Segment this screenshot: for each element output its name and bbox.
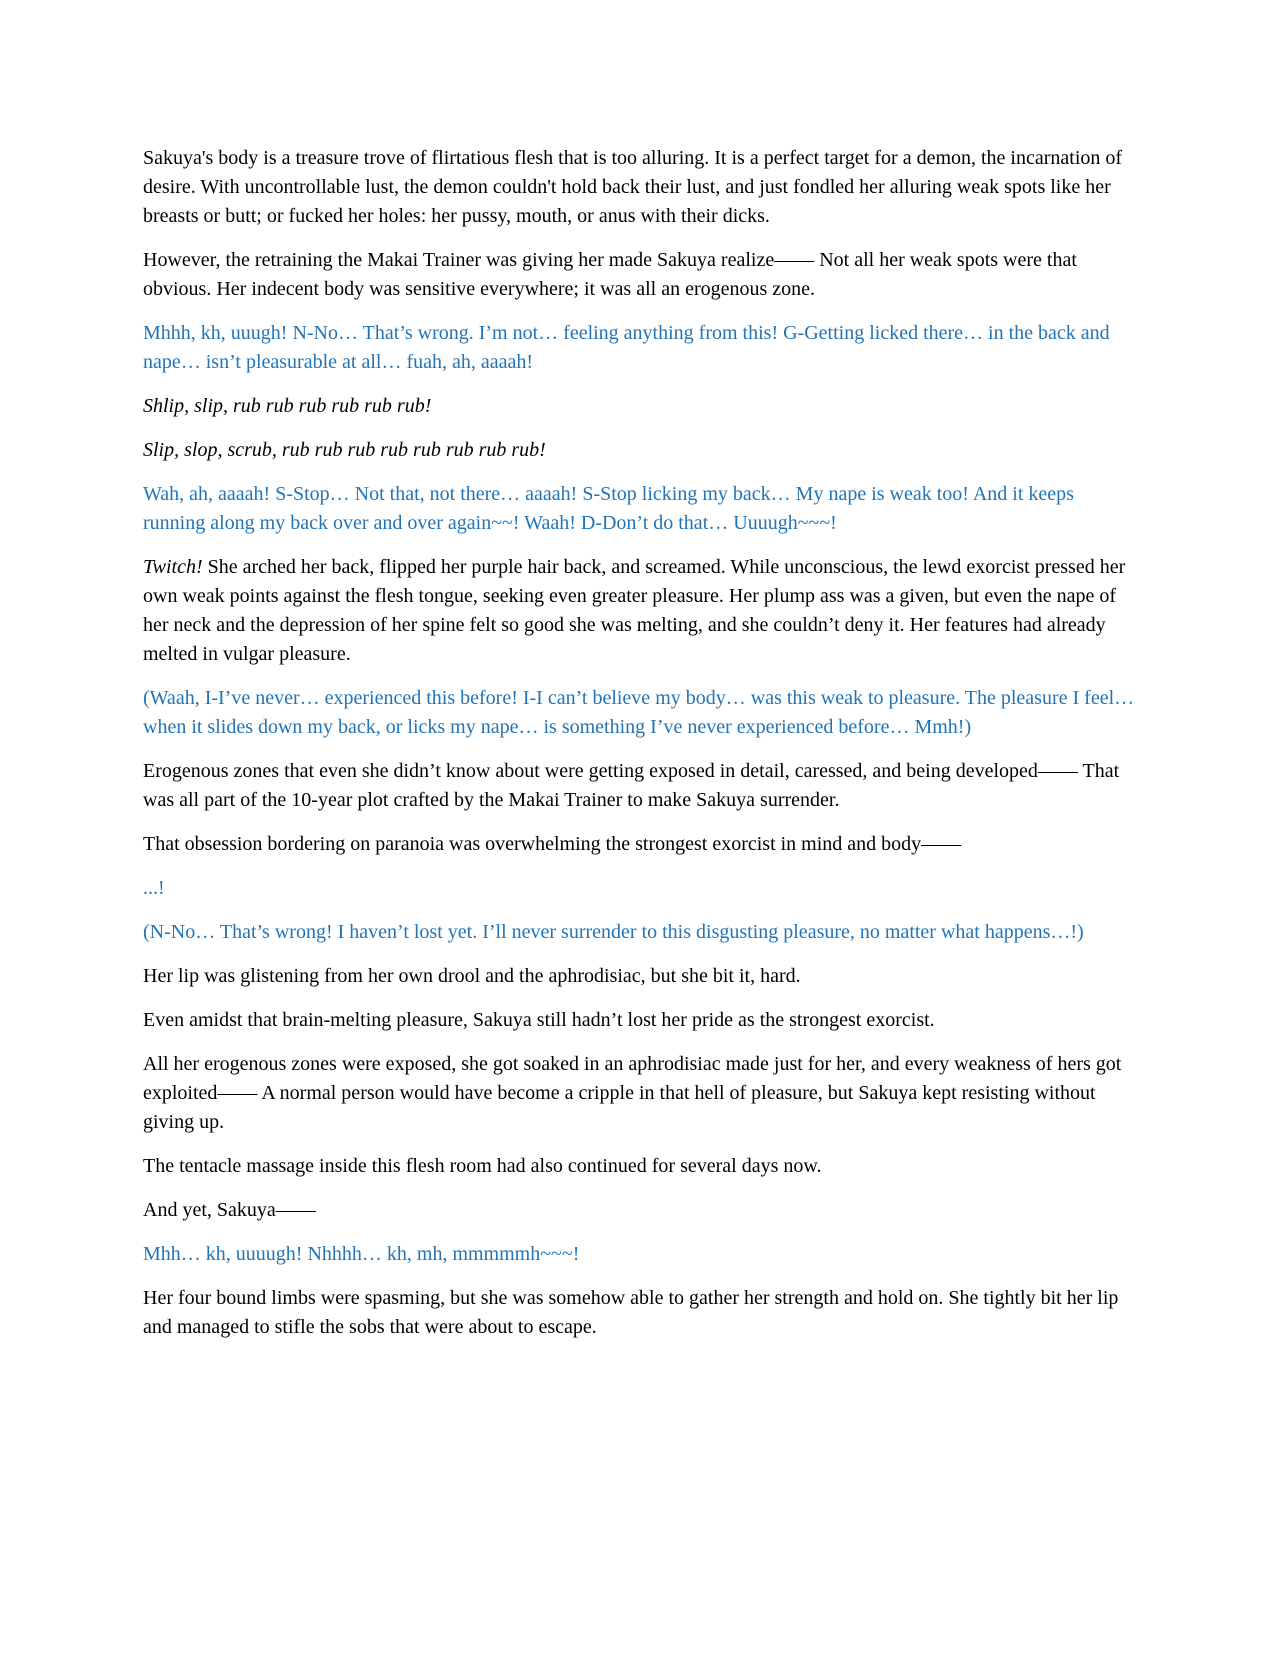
italic-text-run: Shlip, slip, rub rub rub rub rub rub! bbox=[143, 395, 432, 417]
text-run: Even amidst that brain-melting pleasure, Sakuya still hadn’t lost her pride as the strongest exorcist. bbox=[143, 1009, 935, 1031]
italic-text-run: Slip, slop, scrub, rub rub rub rub rub rub rub rub! bbox=[143, 439, 546, 461]
text-run: All her erogenous zones were exposed, she got soaked in an aphrodisiac made just for her, and every weakness of hers got exploited—— A normal person would have become a cripple in that hell of pleasure, but Sakuya kept resisting without giving up. bbox=[143, 1053, 1122, 1133]
text-run: Erogenous zones that even she didn’t know about were getting exposed in detail, caressed, and being developed—— That was all part of the 10-year plot crafted by the Makai Trainer to make Sakuya surrender. bbox=[143, 760, 1120, 811]
text-run: Mhh… kh, uuuugh! Nhhhh… kh, mh, mmmmmh~~~! bbox=[143, 1243, 580, 1265]
paragraph-15-narration bbox=[143, 1050, 1139, 1137]
text-run: Wah, ah, aaaah! S-Stop… Not that, not there… aaaah! S-Stop licking my back… My nape is weak too! And it keeps running along my back over and over again~~! Waah! D-Don’t do that… Uuuugh~~~! bbox=[143, 483, 1074, 534]
paragraph-9-narration bbox=[143, 757, 1139, 815]
paragraph-16-narration bbox=[143, 1152, 1139, 1181]
text-run: Mhhh, kh, uuugh! N-No… That’s wrong. I’m not… feeling anything from this! G-Getting licked there… in the back and nape… isn’t pleasurable at all… fuah, ah, aaaah! bbox=[143, 322, 1110, 373]
text-run: And yet, Sakuya—— bbox=[143, 1199, 316, 1221]
paragraph-1-narration bbox=[143, 144, 1139, 231]
paragraph-18-dialogue bbox=[143, 1240, 1139, 1269]
text-run: (Waah, I-I’ve never… experienced this before! I-I can’t believe my body… was this weak to pleasure. The pleasure I feel… when it slides down my back, or licks my nape… is something I’ve never experienced before… Mmh!) bbox=[143, 687, 1135, 738]
paragraph-12-dialogue bbox=[143, 918, 1139, 947]
document-body bbox=[143, 144, 1139, 1357]
paragraph-2-narration bbox=[143, 246, 1139, 304]
paragraph-17-narration bbox=[143, 1196, 1139, 1225]
text-run: Her lip was glistening from her own drool and the aphrodisiac, but she bit it, hard. bbox=[143, 965, 801, 987]
text-run: The tentacle massage inside this flesh room had also continued for several days now. bbox=[143, 1155, 822, 1177]
text-run: However, the retraining the Makai Trainer was giving her made Sakuya realize—— Not all her weak spots were that obvious. Her indecent body was sensitive everywhere; it was all an erogenous zone. bbox=[143, 249, 1077, 300]
text-run: That obsession bordering on paranoia was overwhelming the strongest exorcist in mind and body—— bbox=[143, 833, 962, 855]
paragraph-19-narration bbox=[143, 1284, 1139, 1342]
paragraph-7-narration bbox=[143, 553, 1139, 669]
paragraph-6-dialogue bbox=[143, 480, 1139, 538]
paragraph-13-narration bbox=[143, 962, 1139, 991]
paragraph-10-narration bbox=[143, 830, 1139, 859]
text-run: Her four bound limbs were spasming, but she was somehow able to gather her strength and hold on. She tightly bit her lip and managed to stifle the sobs that were about to escape. bbox=[143, 1287, 1119, 1338]
text-run: (N-No… That’s wrong! I haven’t lost yet. I’ll never surrender to this disgusting pleasure, no matter what happens…!) bbox=[143, 921, 1084, 943]
italic-text-run: Twitch! bbox=[143, 556, 203, 578]
paragraph-4-sfx bbox=[143, 392, 1139, 421]
paragraph-3-dialogue bbox=[143, 319, 1139, 377]
text-run: She arched her back, flipped her purple hair back, and screamed. While unconscious, the lewd exorcist pressed her own weak points against the flesh tongue, seeking even greater pleasure. Her plump ass was a given, but even the nape of her neck and the depression of her spine felt so good she was melting, and she couldn’t deny it. Her features had already melted in vulgar pleasure. bbox=[143, 556, 1126, 665]
text-run: Sakuya's body is a treasure trove of flirtatious flesh that is too alluring. It is a perfect target for a demon, the incarnation of desire. With uncontrollable lust, the demon couldn't hold back their lust, and just fondled her alluring weak spots like her breasts or butt; or fucked her holes: her pussy, mouth, or anus with their dicks. bbox=[143, 147, 1123, 227]
paragraph-8-dialogue bbox=[143, 684, 1139, 742]
paragraph-5-sfx bbox=[143, 436, 1139, 465]
text-run: ...! bbox=[143, 877, 165, 899]
paragraph-14-narration bbox=[143, 1006, 1139, 1035]
paragraph-11-dialogue bbox=[143, 874, 1139, 903]
